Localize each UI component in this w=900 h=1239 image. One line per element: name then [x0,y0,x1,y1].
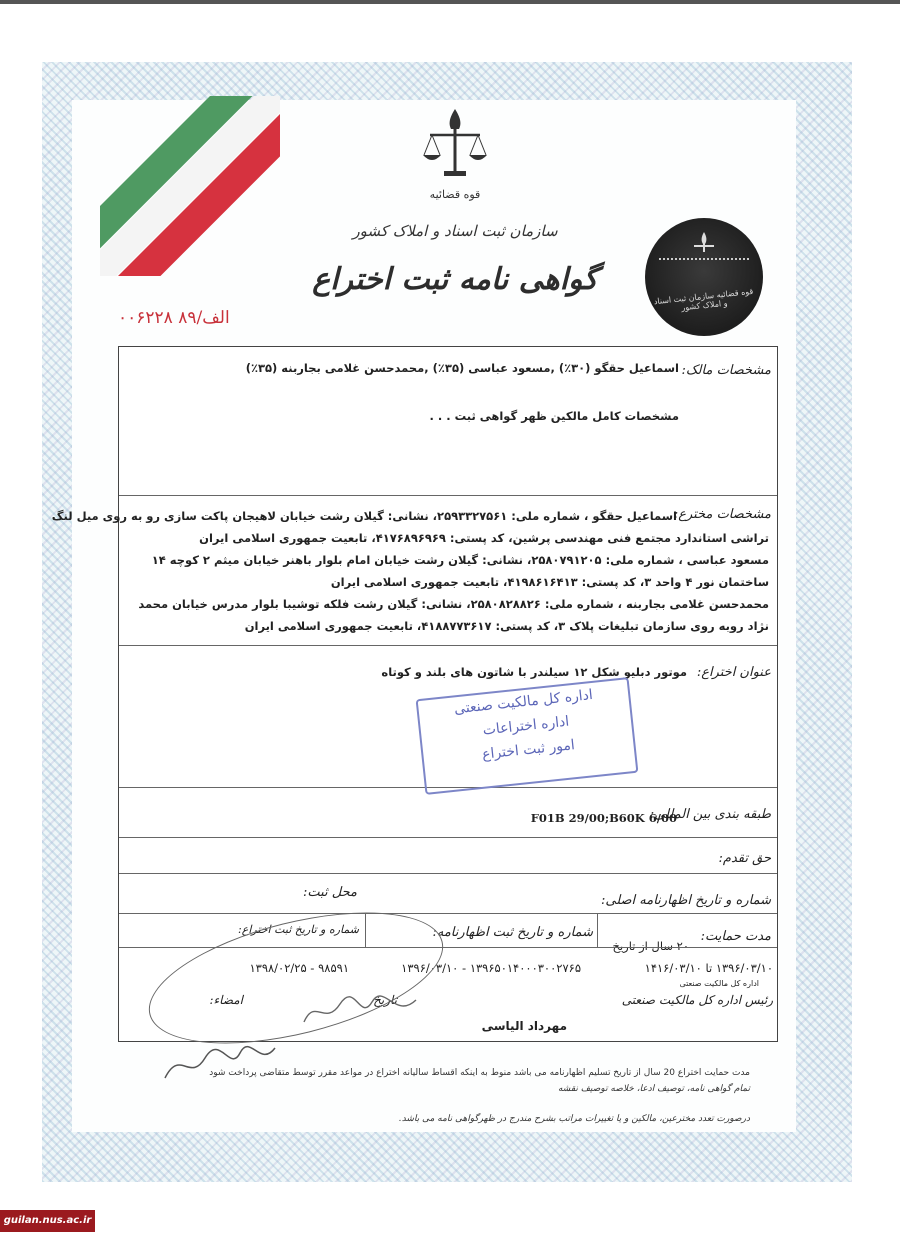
organization-name: سازمان ثبت اسناد و املاک کشور [352,222,558,240]
stamp-line: اداره اختراعات [481,713,570,739]
declaration-number-value: ۱۳۹۶۵۰۱۴۰۰۰۳۰۰۲۷۶۵ - ۱۳۹۶/۰۳/۱۰ [401,961,581,975]
owner-value: اسماعیل حقگو (۳۰٪) ,مسعود عباسی (۳۵٪) ,محمدحسن غلامی بجاربنه (۳۵٪) [245,361,679,375]
column-divider [597,913,598,947]
divider [119,837,777,838]
priority-label: حق تقدم: [718,851,771,866]
note-line: مدت حمایت اختراع 20 سال از تاریخ تسلیم اظهارنامه می باشد منوط به اینکه اقساط سالیانه اختراع در مواعد مقرر توسط متقاضی پرداخت شود [209,1068,750,1078]
classification-value: F01B 29/00;B60K 6/00 [530,811,677,825]
signatory-name: مهرداد الیاسی [481,1019,567,1033]
iran-flag-ribbon [100,96,280,276]
inventor-line: اسماعیل حقگو ، شماره ملی: ۲۵۹۳۳۲۷۵۶۱، نشانی: گیلان رشت خیابان لاهیجان پاکت سازی رو به روی میل لنگ [51,509,677,523]
registration-place-label: محل ثبت: [302,885,357,900]
divider [119,495,777,496]
invention-title: موتور دبلیو شکل ۱۲ سیلندر با شاتون های بلند و کوتاه [381,665,687,679]
declaration-number-label: شماره و تاریخ ثبت اظهارنامه: [432,925,593,940]
seal-ring [659,258,749,288]
inventor-line: محمدحسن غلامی بجاربنه ، شماره ملی: ۲۵۸۰۸۲۸۸۲۶، نشانی: گیلان رشت فلکه توشیبا بلوار مدرس خیابان محمد [138,597,769,611]
serial-number: ۰۰۶۲۲۸ الف/۸۹ [118,308,230,328]
certificate-title: گواهی نامه ثبت اختراع [312,262,598,297]
divider [119,645,777,646]
declaration-label: شماره و تاریخ اظهارنامه اصلی: [600,893,771,908]
signature-sign-label: امضاء: [209,993,243,1007]
classification-label: طبقه بندی بین المللی: [649,807,771,822]
signature-dept-small: اداره کل مالکیت صنعتی [679,979,759,988]
invention-number-value: ۹۸۵۹۱ - ۱۳۹۸/۰۲/۲۵ [249,961,349,975]
invention-label: عنوان اختراع: [696,665,771,680]
inventor-line: ساختمان نور ۴ واحد ۳، کد پستی: ۴۱۹۸۶۱۶۴۱۳، تابعیت جمهوری اسلامی ایران [330,575,769,589]
inventor-line: مسعود عباسی ، شماره ملی: ۲۵۸۰۷۹۱۲۰۵، نشانی: گیلان رشت خیابان امام بلوار باهنر خیابان میثم ۲ کوچه ۱۴ [151,553,769,567]
note-line: تمام گواهی نامه، توصیف ادعا، خلاصه توصیف نقشه [557,1084,750,1094]
justice-scale-emblem-icon [420,105,490,185]
seal-emblem-icon [691,230,717,254]
divider [119,873,777,874]
protection-label: مدت حمایت: [700,929,771,944]
certificate-details-table [51,346,778,1042]
owner-label: مشخصات مالک: [681,363,771,378]
stamp-line: اداره کل مالکیت صنعتی [453,686,594,718]
inventor-line: نژاد روبه روی سازمان تبلیغات پلاک ۳، کد پستی: ۴۱۸۸۷۷۳۶۱۷، تابعیت جمهوری اسلامی ایران [244,619,769,633]
site-watermark: guilan.nus.ac.ir [0,1210,95,1232]
top-border-line [0,0,900,4]
stamp-line: امور ثبت اختراع [481,737,576,763]
signature-date-label: تاریخ [373,993,397,1007]
official-seal [645,218,763,336]
handwritten-signature [300,992,420,1032]
note-line: درصورت تعدد مخترعین، مالکین و یا تغییرات مراتب بشرح مندرج در ظهرگواهی نامه می باشد. [398,1114,750,1124]
divider [119,913,777,914]
protection-dates: ۱۳۹۶/۰۳/۱۰ تا ۱۴۱۶/۰۳/۱۰ [644,961,773,975]
inventor-line: تراشی استاندارد مجتمع فنی مهندسی پرشین، کد پستی: ۴۱۷۶۸۹۶۹۶۹، تابعیت جمهوری اسلامی ایران [199,531,769,545]
seal-text: قوه قضائیه سازمان ثبت اسناد و املاک کشور [653,286,754,313]
signature-role: رئیس اداره کل مالکیت صنعتی [621,993,773,1007]
owner-note: مشخصات کامل مالکین ظهر گواهی ثبت . . . [429,409,679,423]
handwritten-signature [160,1038,280,1088]
inventor-label: مشخصات مخترع: [673,507,771,522]
protection-value: ۲۰ سال از تاریخ [612,939,689,953]
judiciary-label: قوه قضائیه [429,188,481,201]
invention-number-label: شماره و تاریخ ثبت اختراع: [238,923,359,936]
